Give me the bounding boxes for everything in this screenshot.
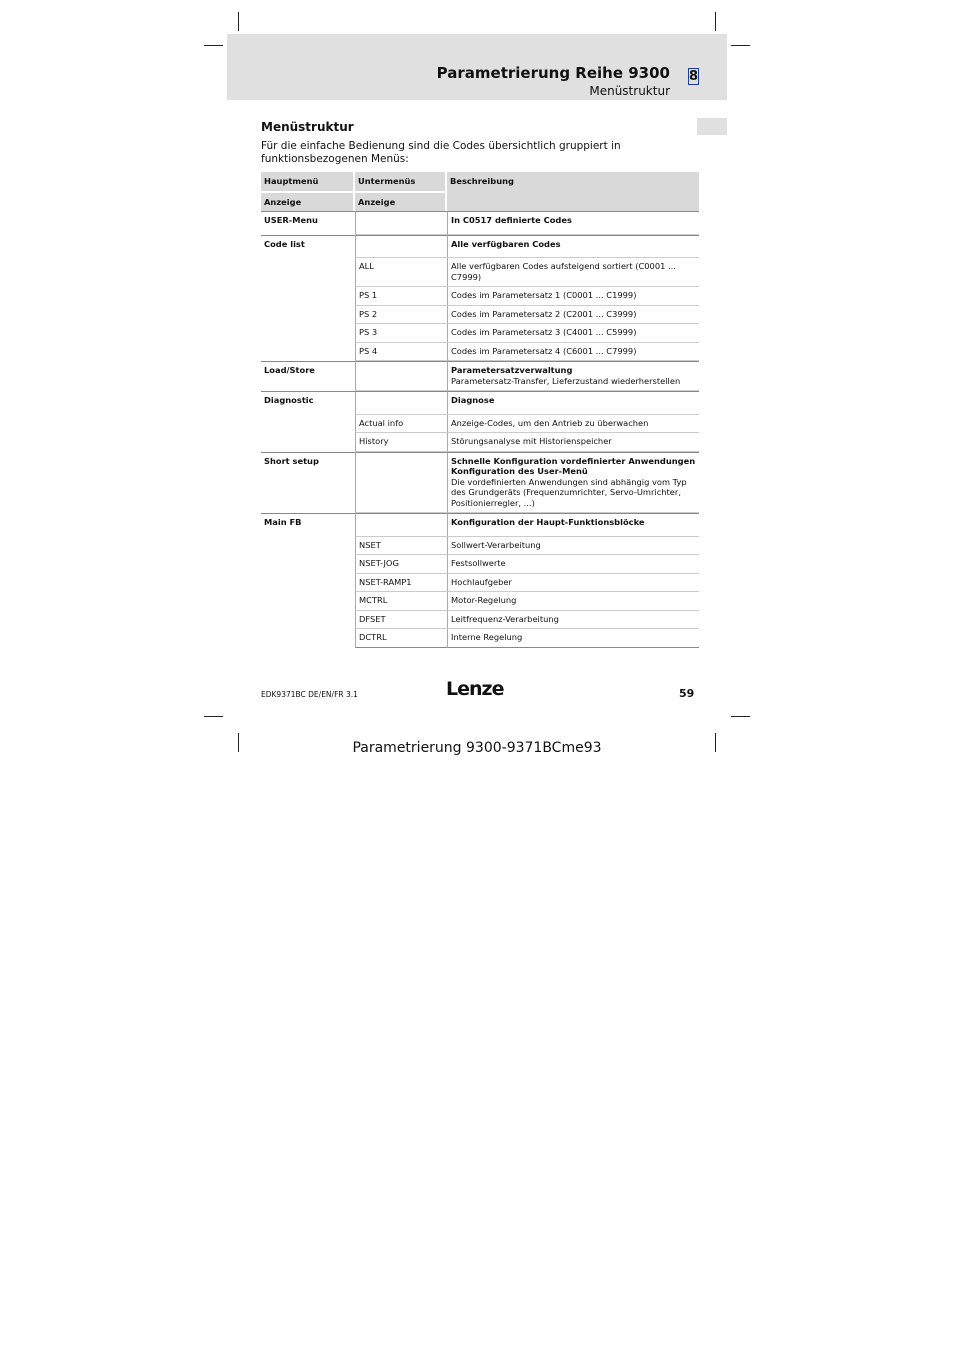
description-text: Diagnose — [451, 395, 495, 405]
description-detail: Parametersatz-Transfer, Lieferzustand wiederherstellen — [451, 375, 681, 386]
submenu-cell: DCTRL — [355, 629, 447, 648]
submenu-cell — [355, 513, 447, 537]
header-main-menu: Hauptmenü — [261, 172, 355, 193]
main-menu-cell: Load/Store — [261, 361, 355, 391]
description-cell — [447, 537, 699, 556]
submenu-cell: History — [355, 433, 447, 452]
description-cell — [447, 235, 699, 259]
description-text: Störungsanalyse mit Historienspeicher — [451, 436, 612, 446]
submenu-cell — [355, 235, 447, 259]
submenu-cell: NSET-RAMP1 — [355, 574, 447, 593]
description-cell — [447, 287, 699, 306]
main-menu-cell: Diagnostic — [261, 391, 355, 452]
description-cell — [447, 574, 699, 593]
submenu-cell: NSET-JOG — [355, 555, 447, 574]
submenu-cell — [355, 452, 447, 514]
table-row — [261, 211, 699, 235]
description-cell — [447, 258, 699, 287]
chapter-number: 8 — [689, 69, 699, 84]
description-cell — [447, 211, 699, 235]
description-detail: Konfiguration des User-Menü — [451, 466, 588, 476]
submenu-cell — [355, 211, 447, 235]
page-title: Parametrierung Reihe 9300 — [436, 64, 670, 82]
header-display-1: Anzeige — [261, 193, 355, 212]
intro-paragraph: Für die einfache Bedienung sind die Codes übersichtlich gruppiert in funktionsbezogenen Menüs: — [261, 140, 621, 165]
page-number: 59 — [679, 687, 695, 700]
description-cell — [447, 306, 699, 325]
description-cell — [447, 343, 699, 362]
description-cell — [447, 415, 699, 434]
description-text: In C0517 definierte Codes — [451, 215, 572, 225]
description-text: Codes im Parametersatz 4 (C6001 ... C7999) — [451, 345, 637, 356]
lenze-logo: Lenze — [446, 678, 504, 700]
crop-mark — [238, 12, 239, 31]
description-text: Konfiguration der Haupt-Funktionsblöcke — [451, 517, 645, 527]
description-cell — [447, 391, 699, 415]
description-cell — [447, 555, 699, 574]
description-text: Schnelle Konfiguration vordefinierter Anwendungen — [451, 455, 696, 466]
description-text: Alle verfügbaren Codes aufsteigend sortiert (C0001 ... C7999) — [451, 261, 676, 282]
description-cell — [447, 513, 699, 537]
description-text: Codes im Parametersatz 2 (C2001 ... C3999) — [451, 308, 637, 319]
description-cell — [447, 452, 699, 514]
header-description: Beschreibung — [447, 172, 699, 211]
description-text: Parametersatzverwaltung — [451, 365, 573, 375]
description-text: Codes im Parametersatz 1 (C0001 ... C1999) — [451, 290, 637, 300]
table-row — [261, 235, 699, 259]
submenu-cell: MCTRL — [355, 592, 447, 611]
crop-mark — [204, 716, 223, 717]
document-caption: Parametrierung 9300-9371BCme93 — [352, 740, 602, 756]
description-text: Hochlaufgeber — [451, 576, 512, 587]
submenu-cell: DFSET — [355, 611, 447, 630]
header-display-2: Anzeige — [355, 193, 447, 212]
description-text: Interne Regelung — [451, 632, 523, 642]
description-text: Alle verfügbaren Codes — [451, 238, 561, 249]
header-submenus: Untermenüs — [355, 172, 447, 193]
table-row — [261, 361, 699, 391]
table-body — [261, 211, 699, 648]
crop-mark — [731, 716, 750, 717]
table-row — [261, 452, 699, 514]
description-cell — [447, 611, 699, 630]
submenu-cell — [355, 391, 447, 415]
document-id: EDK9371BC DE/EN/FR 3.1 — [261, 690, 358, 699]
description-text: Sollwert-Verarbeitung — [451, 539, 541, 550]
submenu-cell: ALL — [355, 258, 447, 287]
submenu-cell: NSET — [355, 537, 447, 556]
side-tab-marker — [697, 118, 727, 135]
submenu-cell: PS 1 — [355, 287, 447, 306]
menu-structure-table — [261, 172, 699, 648]
crop-mark — [731, 45, 750, 46]
crop-mark — [715, 12, 716, 31]
main-menu-cell: Code list — [261, 235, 355, 362]
description-note: Die vordefinierten Anwendungen sind abhängig vom Typ des Grundgeräts (Frequenzumrichter, Servo-Umrichter, Positionierregler, ...) — [451, 476, 687, 508]
description-text: Codes im Parametersatz 3 (C4001 ... C5999) — [451, 327, 637, 337]
description-cell — [447, 361, 699, 391]
section-heading: Menüstruktur — [261, 120, 354, 134]
description-text: Motor-Regelung — [451, 595, 517, 605]
description-text: Leitfrequenz-Verarbeitung — [451, 613, 559, 624]
page-subtitle: Menüstruktur — [589, 84, 670, 98]
table-row — [261, 391, 699, 415]
submenu-cell — [355, 361, 447, 391]
crop-mark — [204, 45, 223, 46]
description-text: Anzeige-Codes, um den Antrieb zu überwachen — [451, 417, 649, 428]
description-text: Festsollwerte — [451, 558, 506, 568]
main-menu-cell: Short setup — [261, 452, 355, 514]
submenu-cell: PS 4 — [355, 343, 447, 362]
main-menu-cell: USER-Menu — [261, 211, 355, 235]
main-menu-cell: Main FB — [261, 513, 355, 648]
description-cell — [447, 324, 699, 343]
table-row — [261, 513, 699, 537]
description-cell — [447, 433, 699, 452]
description-cell — [447, 629, 699, 648]
description-cell — [447, 592, 699, 611]
submenu-cell: Actual info — [355, 415, 447, 434]
submenu-cell: PS 2 — [355, 306, 447, 325]
submenu-cell: PS 3 — [355, 324, 447, 343]
